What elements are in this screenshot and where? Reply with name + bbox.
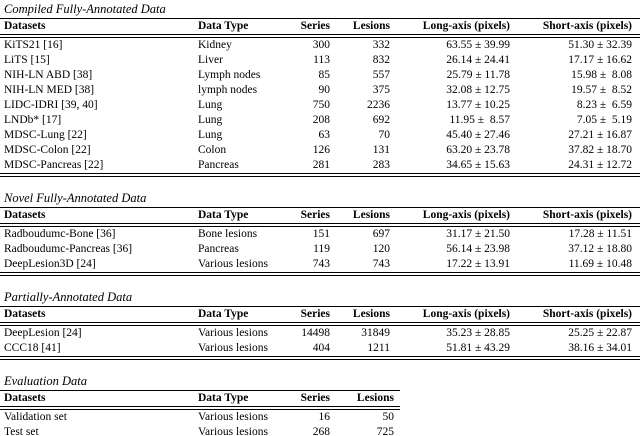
column-header-lesions: Lesions [332, 307, 392, 325]
cell-data-type: Various lesions [198, 426, 268, 436]
cell-data-type: Bone lesions [198, 228, 258, 240]
cell-data-type: Kidney [198, 39, 232, 51]
cell-series: 126 [312, 144, 330, 156]
cell-lesions: 1211 [367, 342, 390, 354]
cell-data-type: Liver [198, 54, 223, 66]
column-header-data-type: Data Type [194, 19, 290, 37]
cell-datasets: MDSC-Pancreas [22] [4, 159, 104, 171]
cell-short-axis-pixels: 15.98 ± 8.08 [571, 69, 632, 81]
table-row [0, 408, 400, 425]
section-title: Novel Fully-Annotated Data [4, 191, 147, 205]
column-header-series: Series [290, 208, 332, 226]
cell-datasets: NIH-LN ABD [38] [4, 69, 93, 81]
cell-short-axis-pixels: 25.25 ± 22.87 [568, 327, 632, 339]
cell-long-axis-pixels: 63.55 ± 39.99 [446, 39, 510, 51]
cell-series: 16 [318, 411, 330, 423]
cell-short-axis-pixels: 24.31 ± 12.72 [568, 159, 632, 171]
table-row [0, 36, 640, 53]
cell-long-axis-pixels: 51.81 ± 43.29 [446, 342, 510, 354]
cell-long-axis-pixels: 13.77 ± 10.25 [446, 99, 510, 111]
cell-lesions: 832 [372, 54, 390, 66]
cell-data-type: Various lesions [198, 411, 268, 423]
cell-short-axis-pixels: 38.16 ± 34.01 [568, 342, 632, 354]
header-row [0, 307, 640, 325]
column-header-datasets: Datasets [0, 391, 194, 409]
table-row [0, 68, 640, 83]
cell-data-type: Pancreas [198, 159, 239, 171]
column-header-lesions: Lesions [332, 19, 392, 37]
column-header-series: Series [290, 391, 332, 409]
table-row [0, 113, 640, 128]
column-header-long-axis-pixels: Long-axis (pixels) [392, 19, 514, 37]
cell-data-type: Various lesions [198, 327, 268, 339]
cell-lesions: 2236 [367, 99, 390, 111]
cell-long-axis-pixels: 34.65 ± 15.63 [446, 159, 510, 171]
cell-datasets: LNDb* [17] [4, 114, 62, 126]
cell-data-type: Lung [198, 99, 223, 111]
table-row [0, 158, 640, 175]
table-row [0, 257, 640, 274]
cell-datasets: MDSC-Colon [22] [4, 144, 91, 156]
cell-lesions: 697 [372, 228, 390, 240]
cell-data-type: Lymph nodes [198, 69, 261, 81]
section-title: Evaluation Data [4, 374, 87, 388]
cell-datasets: LiTS [15] [4, 54, 50, 66]
cell-series: 268 [312, 426, 330, 436]
cell-series: 113 [313, 54, 330, 66]
column-header-data-type: Data Type [194, 208, 290, 226]
column-header-lesions: Lesions [332, 208, 392, 226]
column-header-data-type: Data Type [194, 391, 290, 409]
cell-long-axis-pixels: 25.79 ± 11.78 [446, 69, 510, 81]
cell-data-type: Various lesions [198, 342, 268, 354]
table-row [0, 324, 640, 341]
cell-short-axis-pixels: 27.21 ± 16.87 [568, 129, 632, 141]
column-header-short-axis-pixels: Short-axis (pixels) [514, 208, 640, 226]
cell-datasets: NIH-LN MED [38] [4, 84, 95, 96]
cell-datasets: Radboudumc-Pancreas [36] [4, 243, 133, 255]
section-novel-fully-annotated [0, 191, 640, 276]
cell-datasets: DeepLesion3D [24] [4, 258, 96, 270]
partially-annotated-table [0, 306, 640, 360]
cell-long-axis-pixels: 26.14 ± 24.41 [446, 54, 510, 66]
table-row [0, 242, 640, 257]
cell-series: 404 [312, 342, 330, 354]
table-row [0, 83, 640, 98]
column-header-long-axis-pixels: Long-axis (pixels) [392, 208, 514, 226]
cell-lesions: 120 [372, 243, 390, 255]
cell-long-axis-pixels: 32.08 ± 12.75 [446, 84, 510, 96]
cell-datasets: Test set [4, 426, 39, 436]
cell-long-axis-pixels: 31.17 ± 21.50 [446, 228, 510, 240]
cell-lesions: 557 [372, 69, 390, 81]
cell-datasets: Validation set [4, 411, 67, 423]
section-evaluation [0, 374, 640, 436]
cell-datasets: MDSC-Lung [22] [4, 129, 87, 141]
cell-lesions: 70 [378, 129, 390, 141]
cell-short-axis-pixels: 17.28 ± 11.51 [568, 228, 632, 240]
section-partially-annotated [0, 290, 640, 360]
cell-lesions: 375 [372, 84, 390, 96]
cell-short-axis-pixels: 51.30 ± 32.39 [568, 39, 632, 51]
compiled-data-table [0, 18, 640, 177]
cell-long-axis-pixels: 56.14 ± 23.98 [446, 243, 510, 255]
table-row [0, 128, 640, 143]
column-header-series: Series [290, 307, 332, 325]
column-header-datasets: Datasets [0, 19, 194, 37]
cell-datasets: CCC18 [41] [4, 342, 61, 354]
cell-series: 85 [318, 69, 330, 81]
column-header-datasets: Datasets [0, 208, 194, 226]
cell-datasets: Radboudumc-Bone [36] [4, 228, 116, 240]
section-title: Compiled Fully-Annotated Data [4, 2, 166, 16]
cell-data-type: Lung [198, 114, 223, 126]
cell-data-type: Colon [198, 144, 227, 156]
cell-lesions: 50 [382, 411, 394, 423]
cell-lesions: 131 [372, 144, 390, 156]
cell-short-axis-pixels: 8.23 ± 6.59 [576, 99, 632, 111]
cell-lesions: 31849 [361, 327, 390, 339]
column-header-long-axis-pixels: Long-axis (pixels) [392, 307, 514, 325]
table-row [0, 425, 400, 436]
cell-series: 750 [312, 99, 330, 111]
cell-short-axis-pixels: 17.17 ± 16.62 [568, 54, 632, 66]
cell-series: 14498 [301, 327, 330, 339]
cell-long-axis-pixels: 11.95 ± 8.57 [449, 114, 510, 126]
cell-data-type: Various lesions [198, 258, 268, 270]
section-title: Partially-Annotated Data [4, 290, 133, 304]
cell-series: 281 [312, 159, 330, 171]
table-row [0, 53, 640, 68]
cell-series: 119 [313, 243, 330, 255]
cell-data-type: Pancreas [198, 243, 239, 255]
cell-short-axis-pixels: 37.82 ± 18.70 [568, 144, 632, 156]
cell-series: 208 [312, 114, 330, 126]
table-row [0, 341, 640, 358]
cell-datasets: LIDC-IDRI [39, 40] [4, 99, 98, 111]
column-header-datasets: Datasets [0, 307, 194, 325]
cell-data-type: lymph nodes [198, 84, 258, 96]
cell-lesions: 725 [376, 426, 394, 436]
cell-series: 300 [312, 39, 330, 51]
cell-series: 743 [312, 258, 330, 270]
cell-long-axis-pixels: 35.23 ± 28.85 [446, 327, 510, 339]
cell-series: 90 [318, 84, 330, 96]
cell-lesions: 743 [372, 258, 390, 270]
column-header-lesions: Lesions [332, 391, 400, 409]
cell-short-axis-pixels: 37.12 ± 18.80 [568, 243, 632, 255]
table-row [0, 225, 640, 242]
cell-lesions: 332 [372, 39, 390, 51]
cell-short-axis-pixels: 11.69 ± 10.48 [568, 258, 632, 270]
table-row [0, 98, 640, 113]
cell-long-axis-pixels: 63.20 ± 23.78 [446, 144, 510, 156]
cell-data-type: Lung [198, 129, 223, 141]
header-row [0, 19, 640, 37]
cell-short-axis-pixels: 19.57 ± 8.52 [571, 84, 632, 96]
column-header-short-axis-pixels: Short-axis (pixels) [514, 307, 640, 325]
cell-lesions: 692 [372, 114, 390, 126]
cell-series: 63 [318, 129, 330, 141]
header-row [0, 208, 640, 226]
cell-long-axis-pixels: 17.22 ± 13.91 [446, 258, 510, 270]
section-compiled-fully-annotated [0, 2, 640, 177]
cell-series: 151 [312, 228, 330, 240]
header-row [0, 391, 400, 409]
column-header-series: Series [290, 19, 332, 37]
column-header-data-type: Data Type [194, 307, 290, 325]
cell-long-axis-pixels: 45.40 ± 27.46 [446, 129, 510, 141]
evaluation-data-table [0, 390, 400, 436]
column-header-short-axis-pixels: Short-axis (pixels) [514, 19, 640, 37]
cell-datasets: DeepLesion [24] [4, 327, 82, 339]
cell-lesions: 283 [372, 159, 390, 171]
cell-datasets: KiTS21 [16] [4, 39, 63, 51]
table-row [0, 143, 640, 158]
novel-data-table [0, 207, 640, 276]
cell-short-axis-pixels: 7.05 ± 5.19 [576, 114, 632, 126]
